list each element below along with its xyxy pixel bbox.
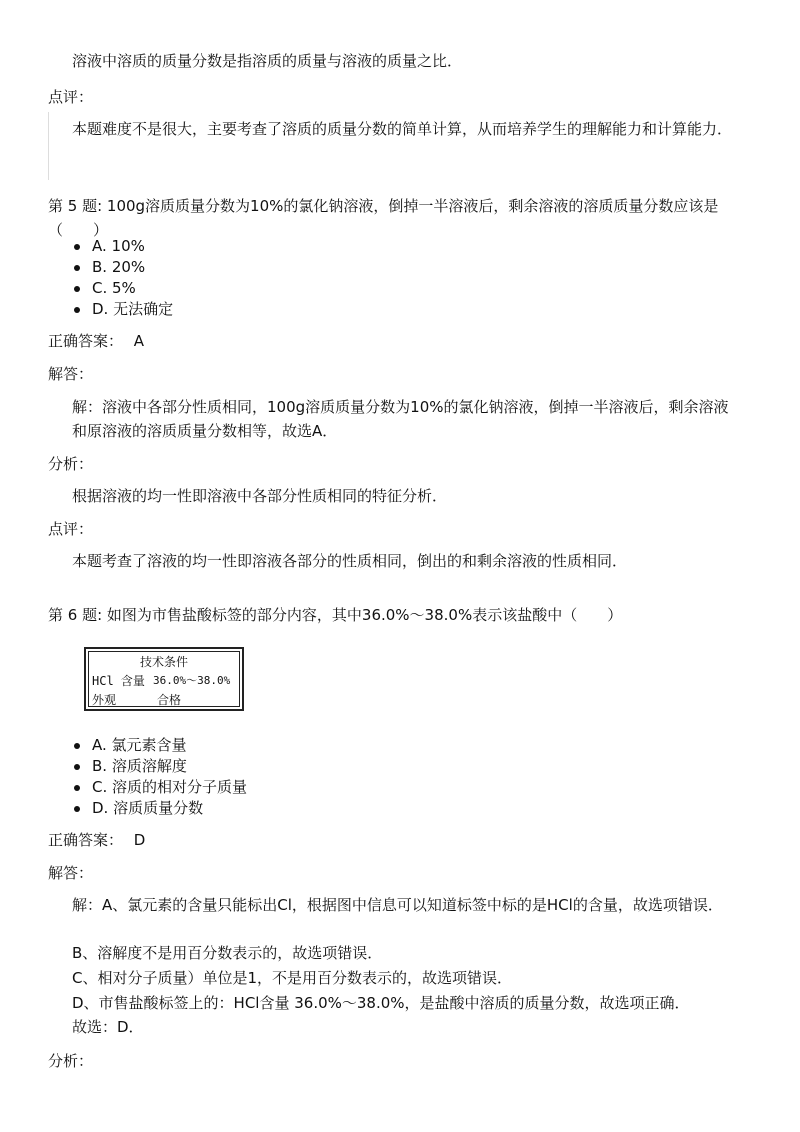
q6-solution-line-2: B、溶解度不是用百分数表示的，故选项错误．: [72, 944, 383, 962]
comment-indent-bar: [48, 112, 49, 180]
q4-comment-text: 本题难度不是很大，主要考查了溶质的质量分数的简单计算，从而培养学生的理解能力和计算能力．: [72, 120, 733, 138]
q5-option-c: C. 5%: [74, 278, 173, 299]
q5-analysis-label: 分析：: [48, 455, 94, 473]
hcl-label-inner-frame: [88, 651, 240, 707]
q5-answer-line: [48, 330, 144, 352]
q6-answer-value: D: [133, 831, 146, 849]
q6-solution-label: 解答：: [48, 864, 94, 882]
q5-option-d: D. 无法确定: [74, 299, 173, 320]
q6-solution-line-4: D、市售盐酸标签上的：HCl含量 36.0%～38.0%，是盐酸中溶质的质量分数，故选项正确．: [72, 994, 690, 1012]
q6-options: [74, 735, 247, 819]
label-row1-name: HCl 含量: [92, 674, 145, 688]
q5-option-b: B. 20%: [74, 257, 173, 278]
q6-solution-line-1: 解：A、氯元素的含量只能标出Cl，根据图中信息可以知道标签中标的是HCl的含量，故选项错误．: [72, 896, 723, 914]
q5-stem: 第 5 题: 100g溶质质量分数为10%的氯化钠溶液，倒掉一半溶液后，剩余溶液的溶质质量分数应该是（ ）: [48, 197, 719, 239]
q6-solution-line-3: C、相对分子质量）单位是1，不是用百分数表示的，故选项错误．: [72, 969, 513, 987]
q6-answer-label: 正确答案：: [48, 831, 124, 849]
q6-solution-line-5: 故选：D．: [72, 1018, 144, 1036]
q5-analysis-text: 根据溶液的均一性即溶液中各部分性质相同的特征分析．: [72, 487, 448, 505]
label-row1-value: 36.0%～38.0%: [153, 674, 231, 687]
q5-solution-text: 解：溶液中各部分性质相同，100g溶质质量分数为10%的氯化钠溶液，倒掉一半溶液后，剩余溶液和原溶液的溶质质量分数相等，故选A．: [72, 398, 729, 440]
q5-answer-value: A: [133, 332, 145, 350]
q6-option-c: C. 溶质的相对分子质量: [74, 777, 247, 798]
label-row2-name: 外观: [92, 693, 117, 707]
label-row2-value: 合格: [157, 693, 182, 707]
q5-answer-label: 正确答案：: [48, 332, 124, 350]
q6-option-a: A. 氯元素含量: [74, 735, 247, 756]
q4-analysis-text: 溶液中溶质的质量分数是指溶质的质量与溶液的质量之比．: [72, 52, 463, 70]
q6-option-b: B. 溶质溶解度: [74, 756, 247, 777]
q5-comment-label: 点评：: [48, 520, 94, 538]
q4-comment-label: 点评：: [48, 88, 94, 106]
q5-solution-label: 解答：: [48, 365, 94, 383]
q5-option-a: A. 10%: [74, 236, 173, 257]
q5-options: [74, 236, 173, 320]
q6-stem: 第 6 题: 如图为市售盐酸标签的部分内容，其中36.0%～38.0%表示该盐酸中（ ）: [48, 606, 623, 624]
q6-analysis-label: 分析：: [48, 1052, 94, 1070]
q5-comment-text: 本题考查了溶液的均一性即溶液各部分的性质相同，倒出的和剩余溶液的性质相同．: [72, 552, 628, 570]
hcl-label-image: [84, 647, 244, 711]
q6-option-d: D. 溶质质量分数: [74, 798, 247, 819]
q6-answer-line: [48, 829, 145, 851]
label-title: 技术条件: [139, 655, 188, 669]
